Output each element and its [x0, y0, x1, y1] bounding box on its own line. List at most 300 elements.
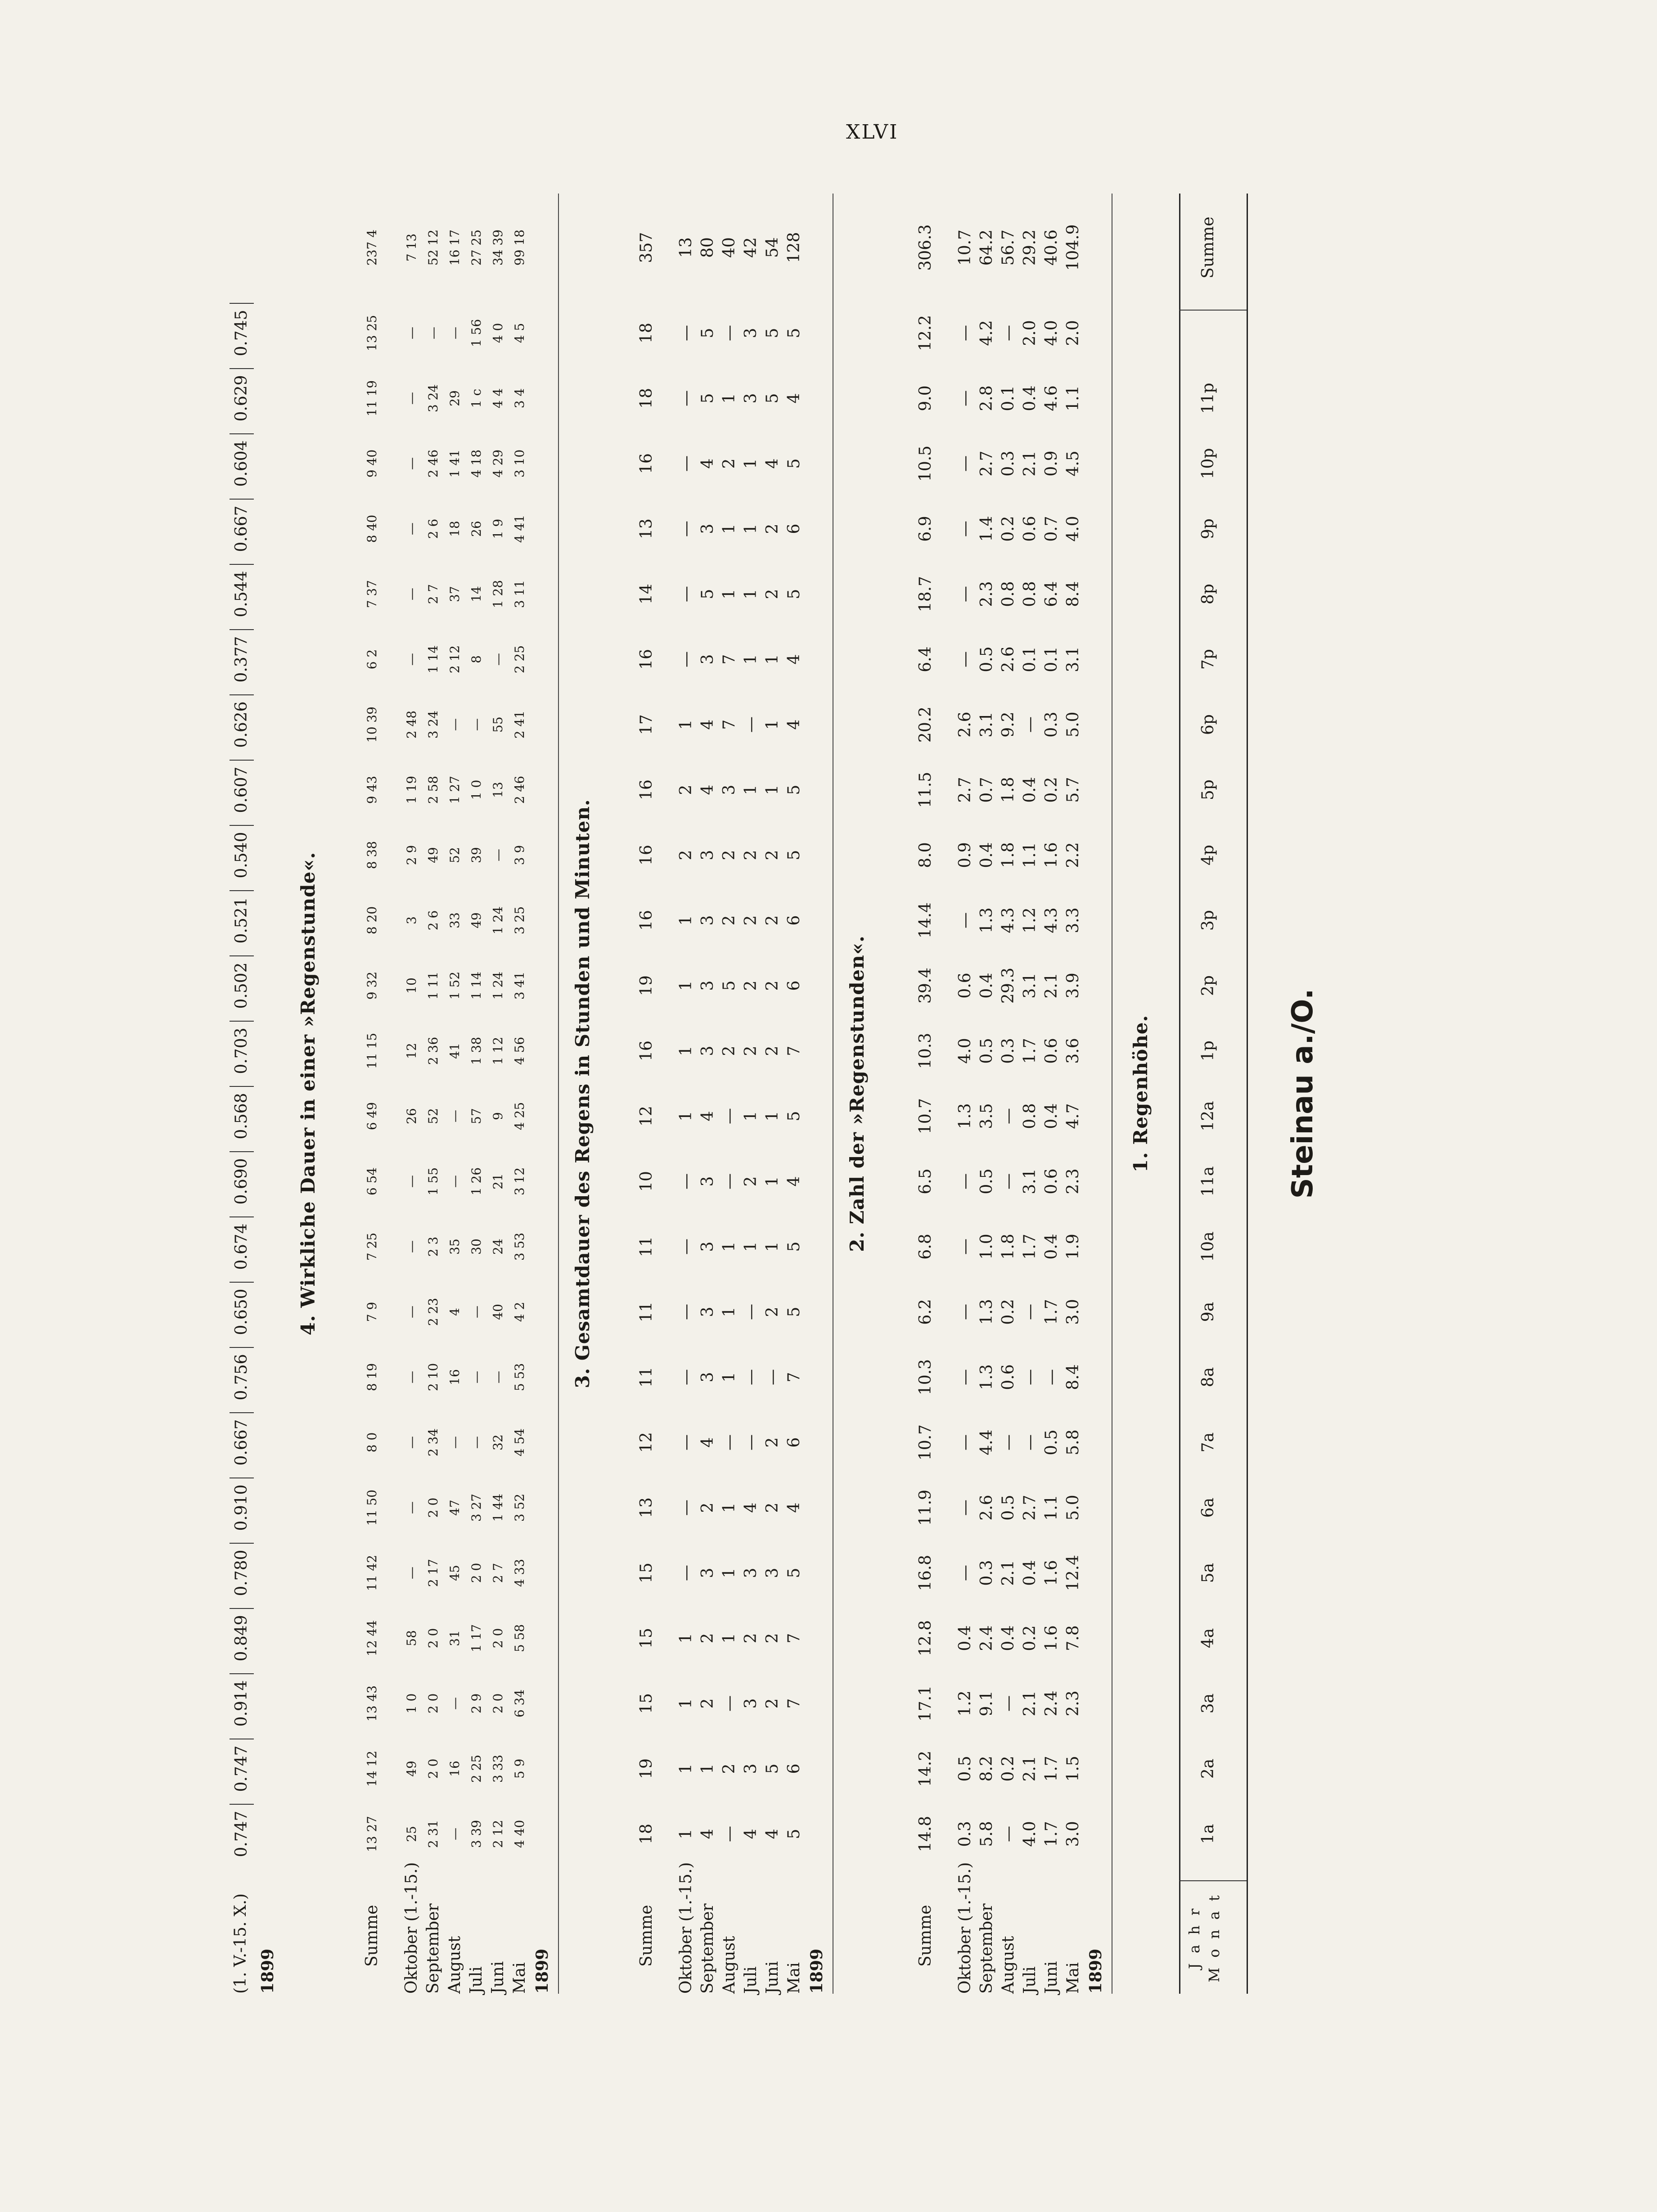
table-cell: 2.1 — [1021, 451, 1039, 477]
table-cell: 0.5 — [977, 1168, 996, 1194]
table-cell: 2 6 — [426, 910, 441, 931]
table-cell: 2 — [763, 1502, 782, 1513]
table-cell: 0.4 — [956, 1625, 974, 1651]
table-cell: 5.0 — [1064, 712, 1082, 738]
table-cell: 58 — [404, 1630, 419, 1646]
table-cell: — — [404, 392, 419, 405]
table-cell: 4 — [742, 1502, 760, 1513]
table-cell: 5 — [785, 589, 803, 599]
table-cell: — — [469, 1306, 484, 1318]
table-cell: 6 — [785, 1437, 803, 1448]
table-cell: — — [999, 1108, 1018, 1124]
table-cell: 2 — [763, 1437, 782, 1448]
table-cell: 2.0 — [1021, 320, 1039, 346]
column-sum: 12 — [637, 1106, 656, 1126]
table-row — [783, 194, 806, 1994]
table-cell: 52 — [447, 847, 462, 863]
table-cell: — — [677, 390, 695, 406]
table-cell: 1 — [742, 589, 760, 599]
table-cell: 2 — [763, 1306, 782, 1317]
header-monat: M o n a t — [1206, 1892, 1223, 1982]
table-cell: 2.6 — [999, 646, 1018, 672]
table-cell: — — [720, 1173, 738, 1189]
table-row — [1019, 194, 1041, 1994]
table-cell: 1 — [677, 980, 695, 991]
table-cell: 2.6 — [956, 712, 974, 738]
table-cell: 5 — [698, 393, 717, 404]
table-cell: — — [404, 1240, 419, 1253]
table-cell: 30 — [469, 1239, 484, 1255]
column-sum: 11 — [637, 1367, 656, 1388]
table-cell: 1.8 — [999, 842, 1018, 868]
year-row — [806, 194, 828, 1994]
hour-header-6a: 6a — [1199, 1497, 1217, 1518]
table-cell: 1 44 — [491, 1493, 505, 1522]
table-cell: 4 4 — [491, 388, 505, 409]
table-row — [997, 194, 1020, 1994]
table-cell: 0.8 — [999, 581, 1018, 607]
table-cell: 4.0 — [1021, 1821, 1039, 1847]
hour-header-9a: 9a — [1199, 1302, 1217, 1322]
table-cell: 4.5 — [1064, 451, 1082, 477]
table-row — [954, 194, 977, 1994]
table-cell: 0.3 — [999, 451, 1018, 477]
table-cell: 1.7 — [1042, 1756, 1061, 1782]
table-cell: 1 28 — [491, 580, 505, 608]
month-label: Oktober (1.-15.) — [402, 1862, 421, 1994]
table-cell: 4 0 — [491, 323, 505, 343]
grand-total: 357 — [637, 232, 656, 263]
table-cell: — — [956, 521, 974, 537]
table-cell: 3 — [698, 1176, 717, 1187]
column-sum: 12.8 — [916, 1620, 935, 1657]
table-cell: 3 24 — [426, 384, 441, 413]
row-sum: 56.7 — [999, 229, 1018, 266]
rain-hour-fraction: 0.604 — [230, 433, 254, 493]
table-cell: 1.3 — [977, 907, 996, 933]
section4-title: 4. Wirkliche Dauer in einer »Regenstunde«. — [297, 851, 319, 1336]
table-cell: 0.4 — [1021, 1560, 1039, 1586]
column-sum: 16 — [637, 910, 656, 931]
month-label: Juni — [489, 1961, 507, 1994]
table-cell: 32 — [491, 1434, 505, 1451]
table-cell: 2 12 — [447, 645, 462, 674]
table-cell: 2 41 — [512, 710, 527, 739]
header-jahr: J a h r — [1186, 1906, 1203, 1969]
table-row — [509, 194, 531, 1994]
table-cell: — — [447, 1697, 462, 1710]
column-sum: 17.1 — [916, 1685, 935, 1722]
table-cell: 2 0 — [426, 1628, 441, 1649]
month-label: September — [977, 1903, 996, 1994]
table-cell: 31 — [447, 1630, 462, 1646]
table-row — [1062, 194, 1085, 1994]
rain-hour-fraction: 0.540 — [230, 825, 254, 884]
column-sum: 9 43 — [365, 775, 379, 804]
table-cell: 16 — [447, 1761, 462, 1777]
table-cell: 2 0 — [491, 1693, 505, 1714]
table-cell: 4 — [763, 1829, 782, 1839]
table-cell: 45 — [447, 1565, 462, 1581]
table-cell: 5 — [785, 328, 803, 338]
table-cell: 2 — [720, 915, 738, 926]
table-cell: 3 — [742, 1763, 760, 1774]
table-cell: — — [999, 1173, 1018, 1189]
table-cell: 5 — [785, 1306, 803, 1317]
column-sum: 10.7 — [916, 1424, 935, 1461]
table-cell: 5 — [785, 1829, 803, 1839]
table-cell: 4 — [785, 719, 803, 730]
table-cell: 6 34 — [512, 1689, 527, 1718]
table-cell: 7 — [785, 1372, 803, 1383]
table-cell: 7 — [785, 1698, 803, 1709]
row-sum: 40.6 — [1042, 229, 1061, 266]
table-cell: 3 — [698, 1241, 717, 1252]
month-label: September — [698, 1903, 717, 1994]
table-cell: — — [956, 586, 974, 602]
table-cell: 1 19 — [404, 775, 419, 804]
table-cell: 2 6 — [426, 518, 441, 539]
month-label: August — [999, 1936, 1018, 1994]
table-cell: — — [720, 1434, 738, 1451]
sum-row — [361, 194, 383, 1994]
column-sum: 18 — [637, 1824, 656, 1844]
table-cell: 1 14 — [469, 971, 484, 1000]
column-sum: 13 — [637, 518, 656, 539]
table-cell: 3 — [404, 916, 419, 924]
table-cell: 1.0 — [977, 1234, 996, 1260]
rain-hour-fraction: 0.544 — [230, 564, 254, 623]
table-cell: 3.3 — [1064, 907, 1082, 933]
sum-label: Summe — [916, 1905, 935, 1967]
table-cell: 3.9 — [1064, 973, 1082, 999]
rain-hour-fraction: 0.745 — [230, 303, 254, 362]
table-cell: 1 52 — [447, 971, 462, 1000]
table-cell: 2 7 — [426, 584, 441, 604]
table-cell: — — [447, 327, 462, 339]
column-sum: 17 — [637, 714, 656, 735]
table-cell: 0.4 — [1021, 777, 1039, 803]
table-cell: 1 14 — [426, 645, 441, 674]
table-cell: 1.7 — [1021, 1038, 1039, 1064]
table-cell: 1 — [720, 393, 738, 404]
row-sum: 10.7 — [956, 229, 974, 266]
table-cell: 4 29 — [491, 449, 505, 478]
table-cell: 49 — [469, 912, 484, 928]
table-row — [422, 194, 445, 1994]
table-cell: — — [956, 1565, 974, 1581]
table-cell: 7 — [720, 654, 738, 665]
rain-hour-fraction: 0.914 — [230, 1673, 254, 1733]
table-cell: 1 24 — [491, 971, 505, 1000]
column-sum: 11.5 — [916, 771, 935, 808]
year-label: 1899 — [533, 1948, 552, 1994]
hour-header-8a: 8a — [1199, 1367, 1217, 1388]
table-cell: — — [742, 1434, 760, 1451]
table-cell: — — [404, 1501, 419, 1514]
column-sum: 11 42 — [365, 1554, 379, 1591]
table-cell: 2.1 — [1021, 1690, 1039, 1716]
table-cell: 55 — [491, 716, 505, 733]
table-cell: 0.6 — [1042, 1168, 1061, 1194]
table-cell: 4 — [698, 458, 717, 469]
column-sum: 13 25 — [365, 315, 379, 351]
table-cell: 1 c — [469, 388, 484, 408]
rain-hour-fraction: 0.910 — [230, 1478, 254, 1537]
table-cell: 1 12 — [491, 1036, 505, 1065]
table-cell: — — [404, 457, 419, 470]
table-cell: 1 — [763, 1176, 782, 1187]
table-cell: 7 — [785, 1045, 803, 1056]
column-sum: 13 43 — [365, 1685, 379, 1722]
table-cell: 0.1 — [1042, 646, 1061, 672]
table-cell: — — [404, 1306, 419, 1318]
table-cell: 4 56 — [512, 1036, 527, 1065]
table-cell: — — [1021, 1434, 1039, 1451]
table-cell: 8.4 — [1064, 581, 1082, 607]
hour-header-11p: 11p — [1199, 383, 1217, 414]
page-number: XLVI — [846, 121, 899, 144]
table-cell: 2.1 — [1021, 1756, 1039, 1782]
table-cell: 3 — [742, 1698, 760, 1709]
rain-hour-fraction: 0.747 — [230, 1804, 254, 1863]
column-sum: 7 37 — [365, 580, 379, 608]
table-cell: 1 — [677, 1111, 695, 1122]
table-cell: 2 — [742, 915, 760, 926]
hour-header-2p: 2p — [1199, 975, 1217, 996]
column-sum: 10 39 — [365, 706, 379, 743]
column-sum: 11 — [637, 1236, 656, 1257]
table-cell: 2 — [763, 1698, 782, 1709]
table-cell: 2 — [742, 850, 760, 860]
table-cell: 7 — [785, 1633, 803, 1644]
table-cell: — — [956, 1173, 974, 1189]
table-cell: — — [677, 1239, 695, 1255]
table-row — [761, 194, 784, 1994]
table-cell: 0.4 — [1042, 1234, 1061, 1260]
table-cell: 0.2 — [1021, 1625, 1039, 1651]
table-cell: 1.6 — [1042, 1560, 1061, 1586]
month-label: Oktober (1.-15.) — [956, 1862, 974, 1994]
table-cell: 2 48 — [404, 710, 419, 739]
table-cell: 2 — [763, 915, 782, 926]
table-cell: 1 — [742, 1111, 760, 1122]
table-cell: 2 12 — [491, 1820, 505, 1848]
table-cell: 1 — [677, 719, 695, 730]
table-cell: 4.4 — [977, 1429, 996, 1455]
table-cell: — — [491, 849, 505, 861]
table-cell: 2.8 — [977, 385, 996, 411]
table-cell: 3.1 — [977, 712, 996, 738]
table-cell: 5.8 — [977, 1821, 996, 1847]
table-cell: 1 — [720, 589, 738, 599]
table-cell: 2 3 — [426, 1236, 441, 1257]
column-sum: 12 44 — [365, 1620, 379, 1657]
table-cell: 40 — [491, 1304, 505, 1320]
table-cell: 0.5 — [956, 1756, 974, 1782]
table-cell: 4 — [763, 458, 782, 469]
table-cell: 29.3 — [999, 967, 1018, 1004]
table-cell: 4 — [698, 719, 717, 730]
column-sum: 6.4 — [916, 646, 935, 672]
column-sum: 8 40 — [365, 514, 379, 543]
section-rule — [558, 194, 559, 1994]
table-cell: 1 0 — [404, 1693, 419, 1714]
table-cell: 0.8 — [1021, 1103, 1039, 1129]
table-cell: 2 — [720, 458, 738, 469]
table-cell: — — [956, 1369, 974, 1385]
table-row — [675, 194, 698, 1994]
table-cell: 26 — [404, 1108, 419, 1124]
table-cell: 3.1 — [1064, 646, 1082, 672]
table-cell: 0.3 — [999, 1038, 1018, 1064]
row-sum: 64.2 — [977, 229, 996, 266]
section4-year: 1899 — [258, 1948, 277, 1994]
table-cell: 0.2 — [999, 516, 1018, 542]
table-cell: 26 — [469, 521, 484, 537]
table-cell: 3.1 — [1021, 973, 1039, 999]
table-cell: 1.8 — [999, 1234, 1018, 1260]
table-cell: 3 — [763, 1568, 782, 1578]
table-cell: 1 — [677, 1698, 695, 1709]
table-cell: 4 2 — [512, 1302, 527, 1322]
hour-header-7p: 7p — [1199, 649, 1217, 670]
column-sum: 14 — [637, 584, 656, 604]
table-cell: 0.6 — [999, 1364, 1018, 1390]
row-sum: 104.9 — [1064, 224, 1082, 271]
month-label: September — [424, 1903, 442, 1994]
table-cell: — — [447, 1436, 462, 1449]
table-cell: 4.3 — [1042, 907, 1061, 933]
table-cell: 7.8 — [1064, 1625, 1082, 1651]
table-cell: 3 — [698, 850, 717, 860]
table-cell: 3 — [698, 980, 717, 991]
table-cell: 3 — [698, 1045, 717, 1056]
month-label: Oktober (1.-15.) — [677, 1862, 695, 1994]
table-cell: 2 — [720, 850, 738, 860]
table-cell: 1 — [763, 1241, 782, 1252]
table-cell: 39 — [469, 847, 484, 863]
rain-hour-fraction: 0.667 — [230, 1412, 254, 1472]
section4-row — [230, 194, 257, 1994]
table-cell: 3 — [742, 1568, 760, 1578]
rain-hour-fraction: 0.377 — [230, 629, 254, 689]
table-cell: 1 — [677, 1829, 695, 1839]
table-cell: — — [720, 1826, 738, 1842]
table-cell: 1.7 — [1042, 1821, 1061, 1847]
column-sum: 8 19 — [365, 1363, 379, 1392]
table-cell: 4.2 — [977, 320, 996, 346]
table-cell: 5.8 — [1064, 1429, 1082, 1455]
table-cell: — — [677, 1434, 695, 1451]
table-cell: 4 — [785, 1502, 803, 1513]
table-cell: 1 — [763, 654, 782, 665]
table-row — [976, 194, 998, 1994]
table-cell: 3 25 — [512, 906, 527, 935]
column-sum: 11.9 — [916, 1489, 935, 1526]
table-cell: — — [404, 327, 419, 339]
row-sum: 128 — [785, 232, 803, 263]
year-label: 1899 — [807, 1948, 826, 1994]
table-row — [444, 194, 466, 1994]
table-cell: 3.6 — [1064, 1038, 1082, 1064]
table-cell: 8.4 — [1064, 1364, 1082, 1390]
station-title: Steinau a./O. — [1286, 988, 1319, 1199]
table-cell: 5 — [763, 393, 782, 404]
table-cell: 2 — [698, 1698, 717, 1709]
table-cell: 0.5 — [1042, 1429, 1061, 1455]
table-cell: — — [404, 653, 419, 666]
table-cell: 21 — [491, 1173, 505, 1189]
table-cell: 2.6 — [977, 1495, 996, 1521]
table-cell: 2.3 — [1064, 1690, 1082, 1716]
table-cell: — — [956, 1434, 974, 1451]
month-label: Mai — [1064, 1962, 1082, 1994]
table-cell: 1 27 — [447, 775, 462, 804]
table-cell: 8.2 — [977, 1756, 996, 1782]
table-cell: — — [404, 1567, 419, 1579]
table-cell: — — [1021, 1369, 1039, 1385]
row-sum: 52 12 — [426, 229, 441, 266]
row-sum: 40 — [720, 237, 738, 258]
table-cell: 2 25 — [469, 1754, 484, 1783]
table-cell: 5 — [785, 1568, 803, 1578]
column-sum: 20.2 — [916, 706, 935, 743]
month-label: Juni — [763, 1961, 782, 1994]
table-row — [740, 194, 762, 1994]
table-cell: 16 — [447, 1369, 462, 1385]
table-cell: 0.4 — [977, 842, 996, 868]
table-cell: 1.8 — [999, 777, 1018, 803]
table-cell: — — [742, 1369, 760, 1385]
table-cell: — — [404, 1175, 419, 1188]
table-cell: 1 — [677, 1633, 695, 1644]
table-cell: — — [677, 1500, 695, 1516]
table-cell: — — [469, 1371, 484, 1383]
table-cell: 5 58 — [512, 1624, 527, 1653]
table-cell: 2.3 — [977, 581, 996, 607]
table-cell: 2 23 — [426, 1297, 441, 1326]
table-cell: 3.1 — [1021, 1168, 1039, 1194]
table-cell: — — [677, 1565, 695, 1581]
table-cell: — — [677, 521, 695, 537]
grand-total: 237 4 — [365, 229, 379, 266]
column-sum: 7 25 — [365, 1232, 379, 1261]
row-sum: 34 39 — [491, 229, 505, 266]
column-sum: 19 — [637, 1758, 656, 1779]
header-top-rule — [1179, 194, 1180, 1994]
table-cell: 5 — [698, 589, 717, 599]
hour-header-1a: 1a — [1199, 1824, 1217, 1844]
table-cell: 1.4 — [977, 516, 996, 542]
table-cell: 5 53 — [512, 1363, 527, 1392]
table-cell: 1 0 — [469, 779, 484, 800]
column-sum: 18 — [637, 323, 656, 343]
header-divider — [1179, 1880, 1247, 1881]
table-cell: 2.7 — [1021, 1495, 1039, 1521]
table-cell: 0.6 — [956, 973, 974, 999]
table-cell: 52 — [426, 1108, 441, 1124]
table-cell: 2 58 — [426, 775, 441, 804]
table-cell: — — [447, 718, 462, 731]
table-cell: 1.6 — [1042, 842, 1061, 868]
column-sum: 10.7 — [916, 1098, 935, 1135]
table-cell: 1.2 — [1021, 907, 1039, 933]
table-cell: 0.2 — [1042, 777, 1061, 803]
table-cell: 2 9 — [404, 845, 419, 865]
table-cell: 4 — [742, 1829, 760, 1839]
table-cell: 3 — [698, 1306, 717, 1317]
